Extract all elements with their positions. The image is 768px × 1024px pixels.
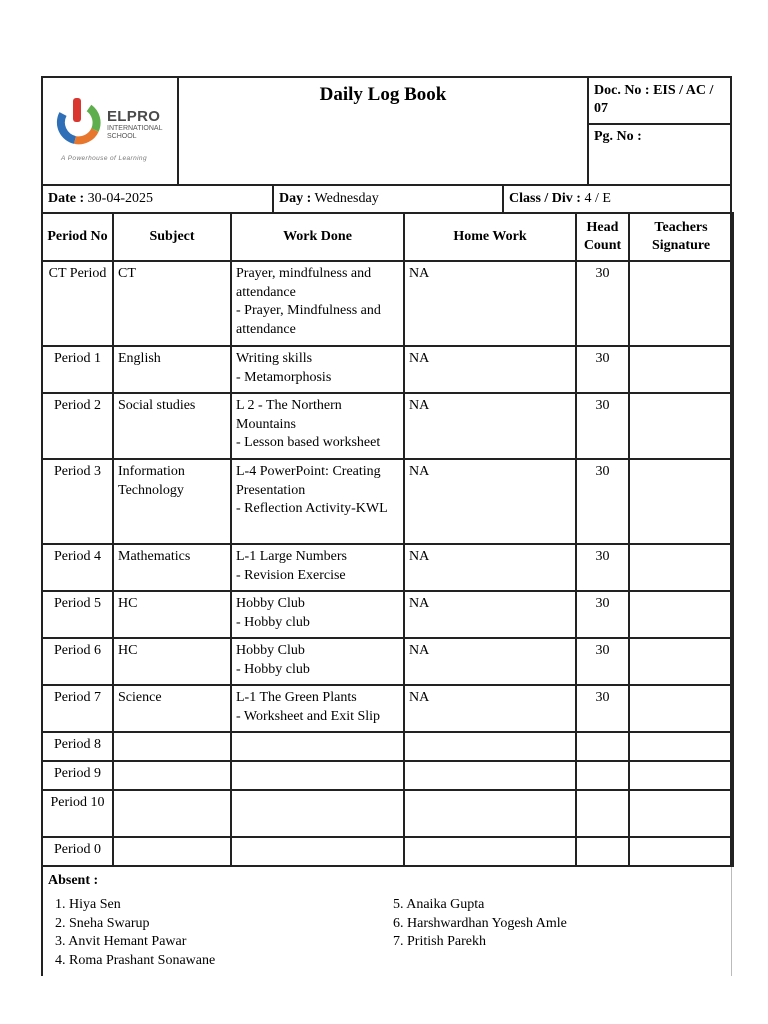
- table-row: [42, 544, 733, 591]
- subject-cell: [113, 732, 231, 761]
- absent-student: 4. Roma Prashant Sonawane: [55, 952, 216, 968]
- school-logo-icon: [55, 92, 103, 148]
- signature-cell: [629, 261, 733, 346]
- work-done-cell: [231, 261, 404, 346]
- signature-cell: [629, 544, 733, 591]
- period-cell: Period 5: [42, 591, 113, 638]
- title-cell: [179, 78, 589, 184]
- page-title: Daily Log Book: [319, 84, 447, 105]
- home-work-cell: [404, 732, 576, 761]
- table-row: [42, 761, 733, 790]
- signature-cell: [629, 837, 733, 866]
- head-count-cell: 30: [576, 591, 629, 638]
- work-line: Hobby Club: [236, 643, 305, 658]
- doc-number: Doc. No : EIS / AC / 07: [589, 78, 730, 125]
- period-cell: Period 3: [42, 459, 113, 544]
- work-done-cell: [231, 393, 404, 459]
- head-count-cell: 30: [576, 544, 629, 591]
- class-value: 4 / E: [584, 191, 611, 206]
- home-work-cell: NA: [404, 638, 576, 685]
- header-work-done: Work Done: [231, 213, 404, 261]
- table-row: [42, 685, 733, 732]
- day-field: [274, 186, 504, 212]
- table-row: [42, 591, 733, 638]
- subject-cell: HC: [113, 591, 231, 638]
- absent-title: Absent :: [48, 873, 99, 888]
- work-line: - Lesson based worksheet: [236, 435, 381, 450]
- period-cell: Period 4: [42, 544, 113, 591]
- school-subtitle: INTERNATIONAL SCHOOL: [107, 125, 163, 140]
- frame-right-line-lower: [731, 866, 732, 976]
- period-cell: CT Period: [42, 261, 113, 346]
- subject-cell: Social studies: [113, 393, 231, 459]
- absent-student: 2. Sneha Swarup: [55, 915, 150, 931]
- absent-student: 5. Anaika Gupta: [393, 897, 485, 912]
- period-cell: Period 1: [42, 346, 113, 393]
- table-row: [42, 837, 733, 866]
- header-signature: Teachers Signature: [629, 213, 733, 261]
- signature-cell: [629, 790, 733, 837]
- absent-list-right: [393, 896, 567, 952]
- absent-student: 3. Anvit Hemant Pawar: [55, 934, 187, 949]
- document-header: [41, 76, 732, 186]
- head-count-cell: 30: [576, 459, 629, 544]
- day-label: Day :: [279, 191, 312, 206]
- table-row: [42, 393, 733, 459]
- work-done-cell: [231, 346, 404, 393]
- head-count-cell: 30: [576, 261, 629, 346]
- table-row: [42, 346, 733, 393]
- work-line: - Worksheet and Exit Slip: [236, 708, 381, 724]
- home-work-cell: NA: [404, 544, 576, 591]
- school-logo-cell: [43, 78, 179, 184]
- subject-cell: Information Technology: [113, 459, 231, 544]
- work-done-cell: [231, 591, 404, 638]
- head-count-cell: 30: [576, 638, 629, 685]
- signature-cell: [629, 459, 733, 544]
- date-value: 30-04-2025: [87, 191, 153, 206]
- work-line: Hobby Club: [236, 596, 305, 611]
- signature-cell: [629, 761, 733, 790]
- absent-student: 1. Hiya Sen: [55, 897, 121, 912]
- work-line: - Revision Exercise: [236, 567, 346, 583]
- period-cell: Period 9: [42, 761, 113, 790]
- date-label: Date :: [48, 191, 85, 206]
- work-line: Writing skills: [236, 351, 313, 366]
- subject-cell: HC: [113, 638, 231, 685]
- period-cell: Period 10: [42, 790, 113, 837]
- work-done-cell: [231, 544, 404, 591]
- head-count-cell: 30: [576, 685, 629, 732]
- work-line: L 2 - The Northern Mountains: [236, 398, 342, 432]
- class-label: Class / Div :: [509, 191, 581, 206]
- work-line: - Hobby club: [236, 661, 310, 677]
- school-tagline: A Powerhouse of Learning: [61, 155, 147, 162]
- header-subject: Subject: [113, 213, 231, 261]
- period-cell: Period 7: [42, 685, 113, 732]
- head-count-cell: [576, 761, 629, 790]
- signature-cell: [629, 346, 733, 393]
- work-done-cell: [231, 761, 404, 790]
- work-line: - Reflection Activity-KWL: [236, 501, 388, 516]
- home-work-cell: NA: [404, 591, 576, 638]
- subject-cell: [113, 761, 231, 790]
- home-work-cell: NA: [404, 346, 576, 393]
- head-count-cell: 30: [576, 393, 629, 459]
- home-work-cell: [404, 790, 576, 837]
- home-work-cell: [404, 837, 576, 866]
- info-row: [41, 184, 732, 214]
- signature-cell: [629, 393, 733, 459]
- home-work-cell: [404, 761, 576, 790]
- work-line: L-1 Large Numbers: [236, 549, 347, 564]
- absent-student: 7. Pritish Parekh: [393, 934, 486, 949]
- work-done-cell: [231, 732, 404, 761]
- absent-student: 6. Harshwardhan Yogesh Amle: [393, 915, 567, 931]
- period-cell: Period 8: [42, 732, 113, 761]
- subject-cell: [113, 790, 231, 837]
- period-cell: Period 2: [42, 393, 113, 459]
- signature-cell: [629, 638, 733, 685]
- table-row: [42, 732, 733, 761]
- head-count-cell: [576, 837, 629, 866]
- table-row: [42, 261, 733, 346]
- home-work-cell: NA: [404, 459, 576, 544]
- class-field: [504, 186, 730, 212]
- work-line: L-4 PowerPoint: Creating Presentation: [236, 464, 381, 498]
- header-period: Period No: [42, 213, 113, 261]
- subject-cell: CT: [113, 261, 231, 346]
- day-value: Wednesday: [314, 191, 379, 206]
- table-row: [42, 790, 733, 837]
- work-line: - Metamorphosis: [236, 369, 332, 385]
- table-row: [42, 459, 733, 544]
- work-line: Prayer, mindfulness and attendance: [236, 266, 372, 300]
- work-done-cell: [231, 685, 404, 732]
- school-name: ELPRO: [107, 108, 161, 125]
- subject-cell: [113, 837, 231, 866]
- work-line: - Prayer, Mindfulness and attendance: [236, 303, 381, 337]
- head-count-cell: [576, 790, 629, 837]
- work-line: L-1 The Green Plants: [236, 690, 357, 705]
- signature-cell: [629, 591, 733, 638]
- head-count-cell: [576, 732, 629, 761]
- table-header-row: [42, 213, 733, 261]
- header-head-count: Head Count: [576, 213, 629, 261]
- date-field: [43, 186, 274, 212]
- period-cell: Period 6: [42, 638, 113, 685]
- work-line: - Hobby club: [236, 614, 310, 630]
- subject-cell: English: [113, 346, 231, 393]
- table-row: [42, 638, 733, 685]
- log-table: [41, 212, 734, 867]
- period-cell: Period 0: [42, 837, 113, 866]
- work-done-cell: [231, 837, 404, 866]
- work-done-cell: [231, 459, 404, 544]
- home-work-cell: NA: [404, 393, 576, 459]
- home-work-cell: NA: [404, 261, 576, 346]
- signature-cell: [629, 732, 733, 761]
- work-done-cell: [231, 638, 404, 685]
- header-home-work: Home Work: [404, 213, 576, 261]
- signature-cell: [629, 685, 733, 732]
- absent-list-left: [55, 896, 215, 970]
- head-count-cell: 30: [576, 346, 629, 393]
- work-done-cell: [231, 790, 404, 837]
- subject-cell: Science: [113, 685, 231, 732]
- page-number: Pg. No :: [594, 129, 642, 144]
- subject-cell: Mathematics: [113, 544, 231, 591]
- home-work-cell: NA: [404, 685, 576, 732]
